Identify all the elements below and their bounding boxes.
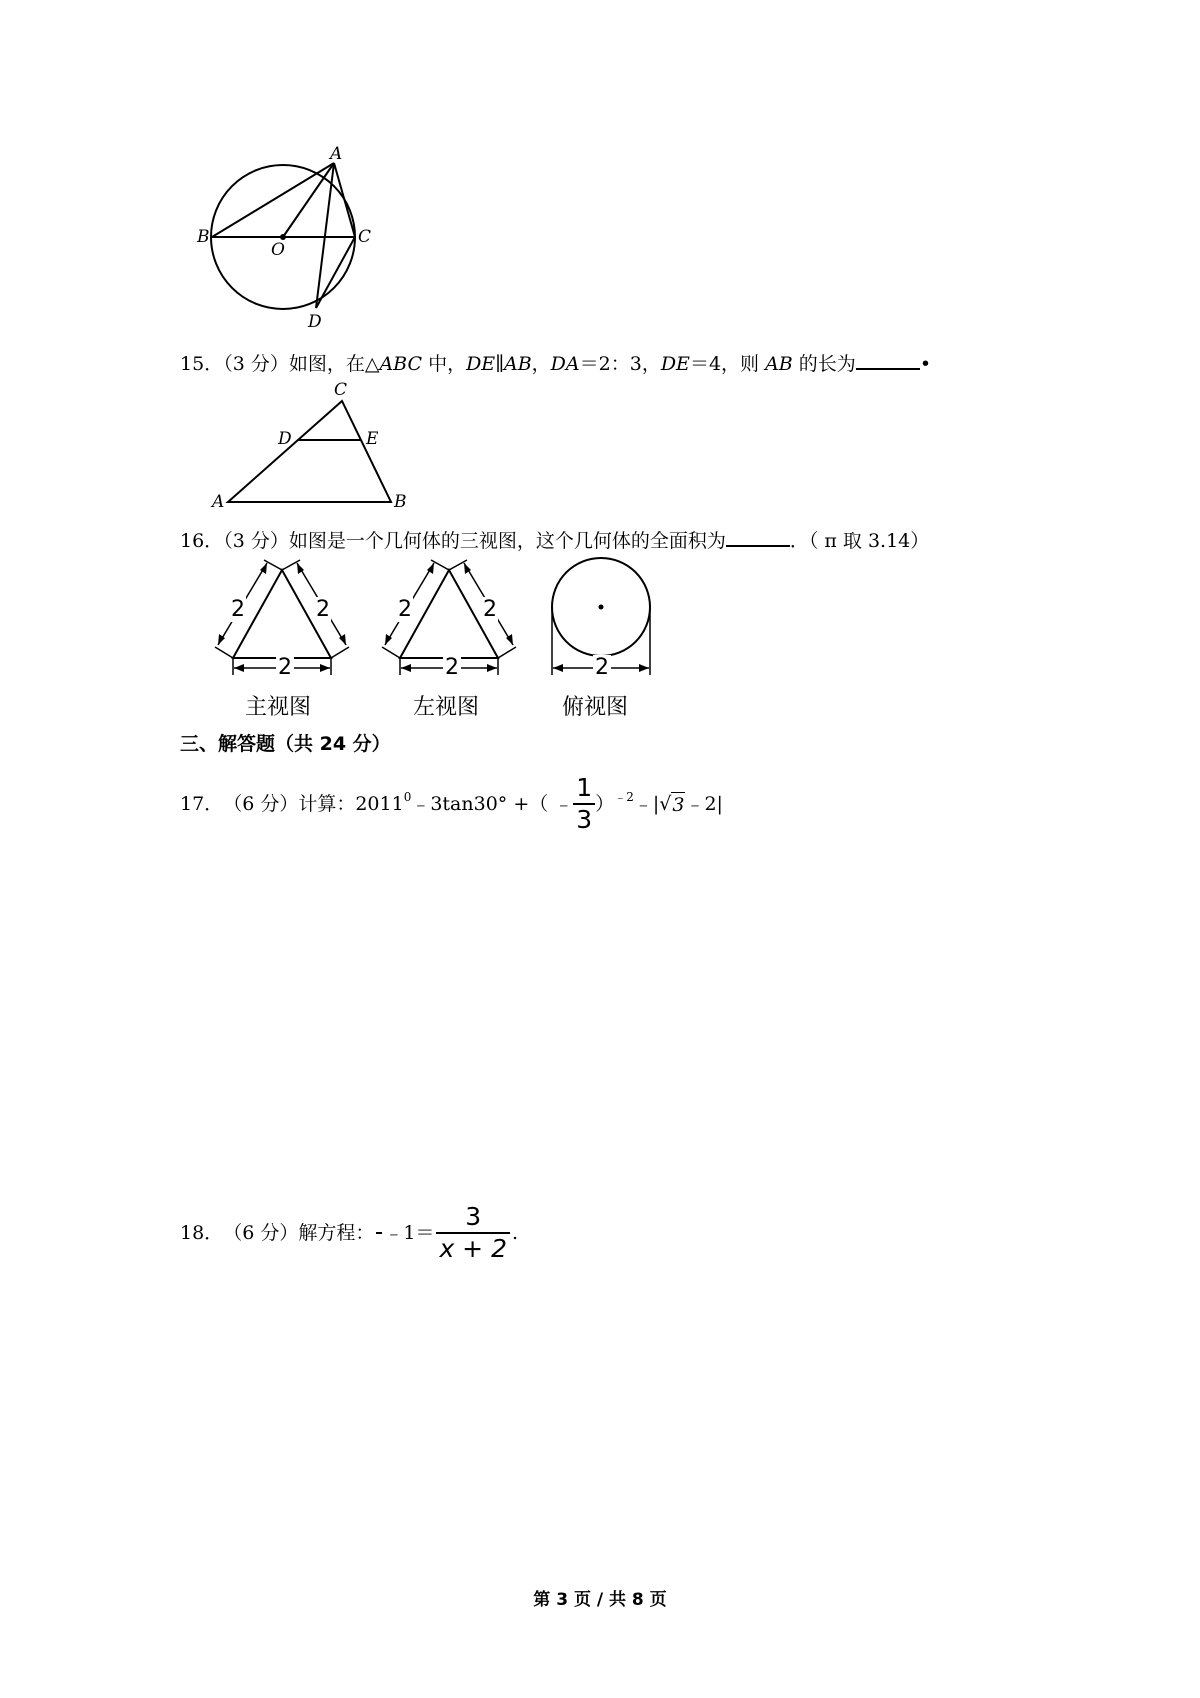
question-17	[180, 773, 723, 835]
sqrt-sign: √	[659, 793, 672, 815]
numerator: 1	[573, 773, 595, 805]
q15-da: DA	[550, 353, 580, 375]
label-c: C	[334, 380, 348, 400]
arrow-head	[553, 664, 563, 672]
q17-abs-tail: ﹣2|	[685, 793, 723, 815]
radicand: 3	[672, 793, 685, 816]
page-footer: 第 3 页 / 共 8 页	[533, 1590, 667, 1610]
arrow-head	[401, 664, 411, 672]
q16-tail: ．（ π 取 3.14）	[789, 530, 930, 552]
q17-abs-open: ﹣|	[633, 793, 660, 815]
arrow-head	[320, 664, 330, 672]
extension-line	[382, 647, 400, 658]
q17-prefix: 计算：2011	[298, 793, 404, 815]
caption-top-view: 俯视图	[562, 695, 629, 720]
triangle-abc	[228, 401, 391, 502]
question-score: （3 分）	[223, 353, 289, 375]
label-a: A	[330, 144, 343, 164]
q15-ab: AB	[503, 353, 532, 375]
dimension-label: 2	[595, 655, 609, 680]
dimension-label: 2	[483, 597, 497, 622]
arrow-head	[234, 664, 244, 672]
chord-ac	[334, 163, 355, 237]
answer-blank[interactable]	[856, 350, 920, 370]
chord-cd	[316, 237, 355, 308]
dimension-label: 2	[398, 597, 412, 622]
label-d: D	[278, 429, 292, 449]
q15-text: 的长为	[792, 353, 856, 375]
answer-blank[interactable]	[726, 527, 790, 547]
section-heading: 三、解答题（共 24 分）	[180, 733, 391, 755]
extension-line	[331, 647, 349, 658]
q16-text: 如图是一个几何体的三视图，这个几何体的全面积为	[288, 530, 726, 552]
q18-mid: ﹣1＝	[384, 1222, 435, 1244]
q15-ab: AB	[765, 353, 793, 375]
question-number: 18．	[180, 1222, 224, 1244]
dimension-label: 2	[278, 655, 292, 680]
q15-text: ，	[531, 353, 551, 375]
question-score: （3 分）	[223, 530, 289, 552]
numerator: 3	[436, 1202, 510, 1234]
question-16	[180, 527, 929, 553]
dimension-label: 2	[231, 597, 245, 622]
label-b: B	[197, 227, 210, 247]
caption-front-view: 主视图	[245, 695, 312, 720]
label-c: C	[358, 227, 372, 247]
fraction	[376, 1232, 382, 1234]
q18-end: .	[511, 1222, 519, 1244]
question-number: 15．	[180, 353, 224, 375]
chord-ab	[212, 163, 334, 237]
q15-text: 中，	[422, 353, 467, 375]
label-o: O	[271, 240, 285, 260]
q15-abc: ABC	[379, 353, 423, 375]
question-score: （6 分）	[223, 1222, 299, 1244]
question-number: 16．	[180, 530, 224, 552]
question-score: （6 分）	[223, 793, 299, 815]
dimension-label: 2	[316, 597, 330, 622]
q15-de: DE	[660, 353, 690, 375]
arrow-head	[487, 664, 497, 672]
extension-line	[498, 647, 516, 658]
denominator: 3	[576, 805, 593, 834]
label-e: E	[366, 429, 379, 449]
caption-side-view: 左视图	[413, 695, 480, 720]
question-15	[180, 350, 931, 376]
arrow-head	[639, 664, 649, 672]
q15-text: 如图，在△	[288, 353, 380, 375]
q15-text: ＝4，则	[689, 353, 766, 375]
q15-text: ＝2：3，	[579, 353, 661, 375]
fraction	[573, 773, 595, 835]
label-a: A	[212, 492, 225, 512]
question-number: 17．	[180, 793, 224, 815]
exponent: ﹣2	[614, 790, 634, 804]
q17-close: ）	[595, 793, 615, 815]
exponent: 0	[403, 790, 412, 804]
q15-parallel: ∥	[495, 353, 504, 375]
bullet-dot: •	[919, 353, 932, 375]
numerator	[376, 1232, 382, 1234]
center-point	[599, 605, 604, 610]
q15-de: DE	[466, 353, 496, 375]
label-d: D	[308, 312, 322, 332]
label-b: B	[394, 492, 407, 512]
denominator: x + 2	[439, 1234, 507, 1263]
question-18	[180, 1202, 518, 1264]
fraction	[436, 1202, 510, 1264]
q18-prefix: 解方程：	[298, 1222, 375, 1244]
q17-mid: ﹣3tan30° +（ ﹣	[411, 793, 574, 815]
dimension-label: 2	[445, 655, 459, 680]
extension-line	[215, 647, 233, 658]
